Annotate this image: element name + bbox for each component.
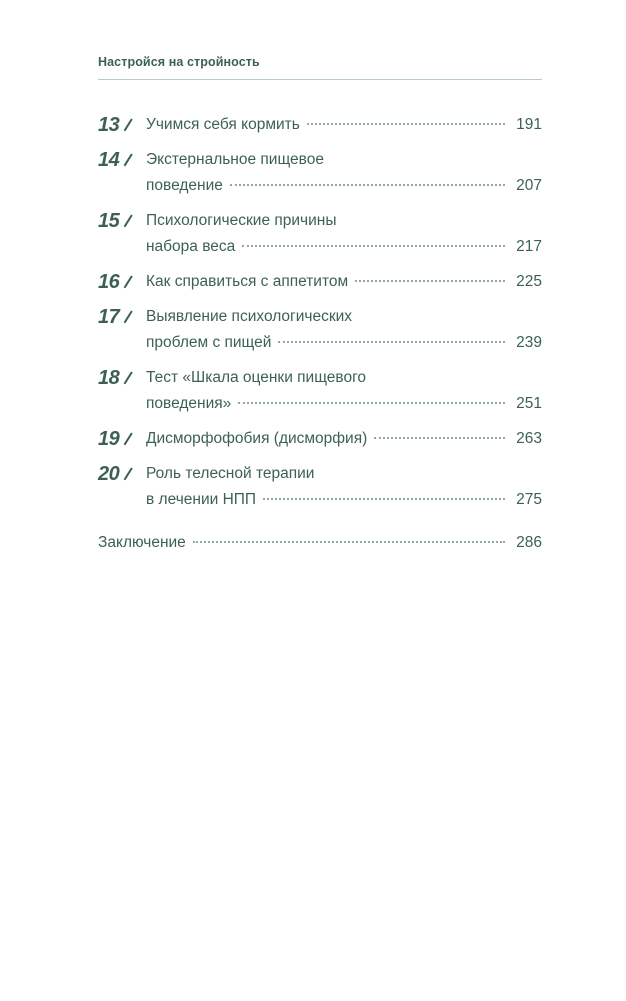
toc-line (146, 365, 542, 391)
toc-line (146, 112, 542, 138)
slash-icon (124, 432, 133, 445)
slash-icon (124, 371, 133, 384)
page-header (98, 55, 542, 80)
toc-line (146, 330, 542, 356)
toc-line (146, 269, 542, 295)
toc-line (146, 426, 542, 452)
toc-entry-conclusion[interactable] (98, 530, 542, 556)
leader-dots (278, 341, 505, 343)
toc-entry-body (146, 147, 542, 199)
chapter-number (98, 269, 146, 295)
toc-entry[interactable] (98, 269, 542, 295)
chapter-title-cont: проблем с пищей (146, 334, 272, 351)
slash-icon (124, 467, 133, 480)
chapter-number (98, 461, 146, 487)
leader-dots (263, 498, 505, 500)
slash-icon (124, 153, 133, 166)
chapter-title-cont: поведения» (146, 395, 232, 412)
page-number: 225 (516, 273, 542, 290)
toc-entry-body (146, 112, 542, 138)
chapter-title: Экстернальное пищевое (146, 151, 324, 168)
page-number: 207 (516, 177, 542, 194)
toc-entry-body (146, 426, 542, 452)
page-number: 286 (516, 534, 542, 551)
toc-entry-body (146, 269, 542, 295)
chapter-number (98, 112, 146, 138)
leader-dots (230, 184, 505, 186)
chapter-title: Учимся себя кормить (146, 116, 300, 133)
toc-line (146, 461, 542, 487)
chapter-number-text: 14 (98, 149, 120, 171)
chapter-number (98, 147, 146, 173)
toc-entry-body (146, 208, 542, 260)
chapter-number-text: 16 (98, 271, 120, 293)
leader-dots (374, 437, 505, 439)
toc-entry-body (146, 304, 542, 356)
toc-line (146, 173, 542, 199)
chapter-number-text: 17 (98, 306, 120, 328)
conclusion-title: Заключение (98, 534, 186, 551)
toc-line (146, 391, 542, 417)
leader-dots (238, 402, 505, 404)
leader-dots (355, 280, 505, 282)
chapter-title-cont: набора веса (146, 238, 236, 255)
chapter-title: Как справиться с аппетитом (146, 273, 349, 290)
toc-line (146, 234, 542, 260)
chapter-title: Дисморфофобия (дисморфия) (146, 430, 368, 447)
chapter-title: Тест «Шкала оценки пищевого (146, 369, 367, 386)
chapter-title: Роль телесной терапии (146, 465, 315, 482)
chapter-number-text: 19 (98, 428, 120, 450)
slash-icon (124, 275, 133, 288)
page-number: 263 (516, 430, 542, 447)
header-divider (98, 79, 542, 80)
chapter-title-cont: в лечении НПП (146, 491, 257, 508)
chapter-title: Выявление психологических (146, 308, 353, 325)
toc-entry[interactable] (98, 304, 542, 356)
chapter-number-text: 13 (98, 114, 120, 136)
toc-entry[interactable] (98, 365, 542, 417)
chapter-title-cont: поведение (146, 177, 223, 194)
toc-entry[interactable] (98, 112, 542, 138)
page-number: 239 (516, 334, 542, 351)
chapter-number (98, 304, 146, 330)
toc-line (146, 487, 542, 513)
chapter-number-text: 15 (98, 210, 120, 232)
toc-line (146, 208, 542, 234)
page-number: 217 (516, 238, 542, 255)
leader-dots (193, 541, 505, 543)
chapter-number (98, 426, 146, 452)
leader-dots (307, 123, 505, 125)
toc-line (146, 147, 542, 173)
toc-entry[interactable] (98, 147, 542, 199)
toc-entry-body (146, 365, 542, 417)
toc-entry-body (146, 461, 542, 513)
toc-entry[interactable] (98, 208, 542, 260)
chapter-number (98, 365, 146, 391)
chapter-number (98, 208, 146, 234)
toc-entry[interactable] (98, 426, 542, 452)
chapter-number-text: 18 (98, 367, 120, 389)
toc-entry[interactable] (98, 461, 542, 513)
leader-dots (242, 245, 505, 247)
slash-icon (124, 118, 133, 131)
page-number: 251 (516, 395, 542, 412)
chapter-title: Психологические причины (146, 212, 337, 229)
toc-line (146, 304, 542, 330)
slash-icon (124, 310, 133, 323)
table-of-contents (98, 112, 542, 556)
chapter-number-text: 20 (98, 463, 120, 485)
page-number: 191 (516, 116, 542, 133)
page-number: 275 (516, 491, 542, 508)
book-title: Настройся на стройность (98, 55, 260, 69)
slash-icon (124, 214, 133, 227)
